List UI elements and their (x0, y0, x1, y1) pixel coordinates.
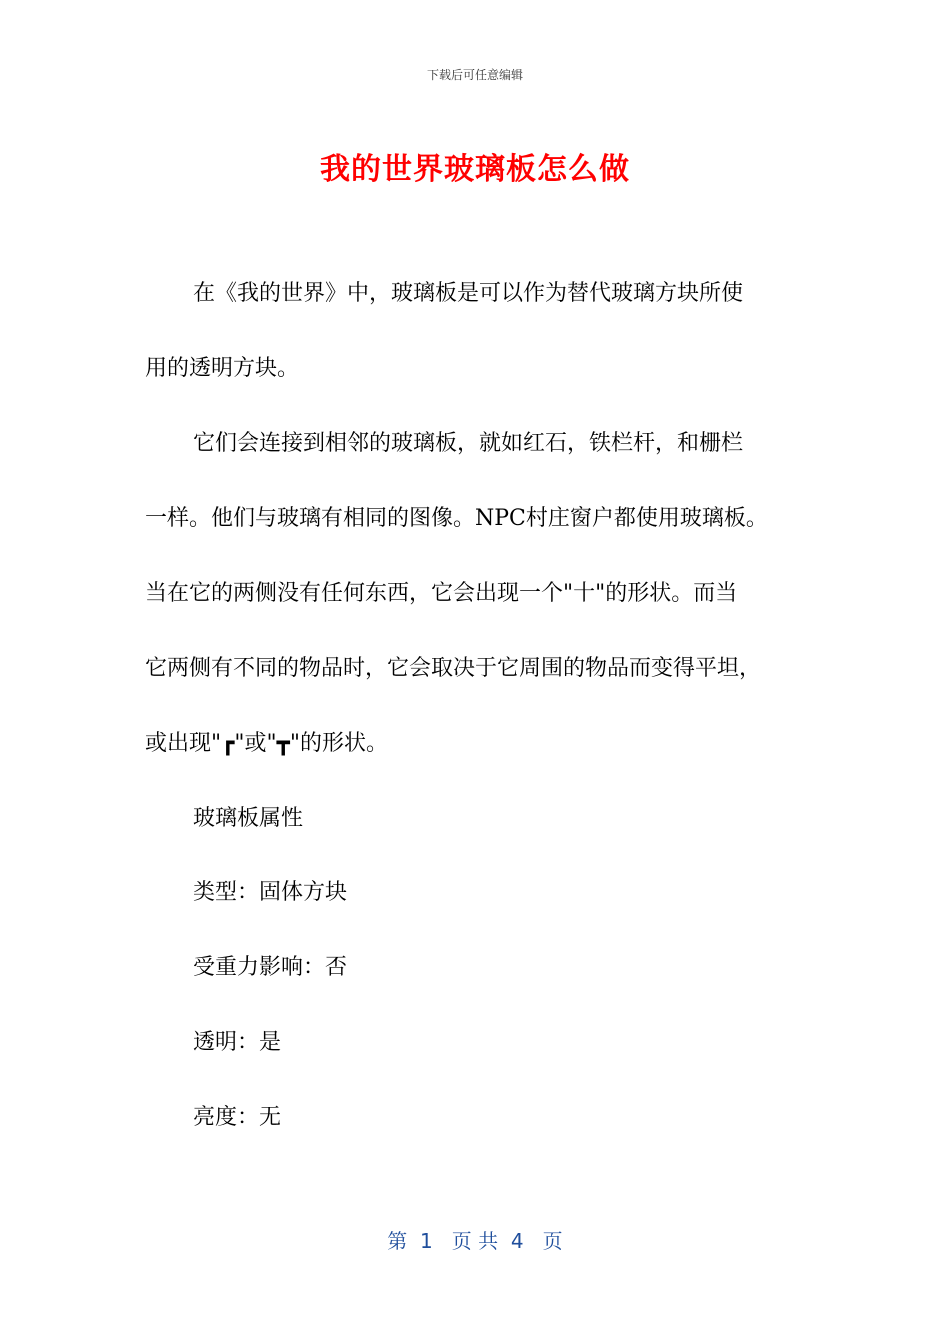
page-header-note: 下载后可任意编辑 (426, 68, 523, 82)
property-line: 亮度：无 (193, 1105, 282, 1130)
paragraph-line: 或出现"┏"或"┳"的形状。 (145, 731, 388, 756)
paragraph-line: 它两侧有不同的物品时，它会取决于它周围的物品而变得平坦， (145, 656, 762, 681)
paragraph-line: 它们会连接到相邻的玻璃板，就如红石，铁栏杆，和栅栏 (193, 431, 744, 456)
property-line: 受重力影响：否 (193, 955, 348, 980)
page-number-footer: 第 1 页 共 4 页 (387, 1229, 563, 1253)
paragraph-line: 当在它的两侧没有任何东西，它会出现一个"十"的形状。而当 (145, 581, 738, 606)
paragraph-line: 一样。他们与玻璃有相同的图像。NPC村庄窗户都使用玻璃板。 (145, 506, 768, 531)
property-line: 透明：是 (193, 1030, 282, 1055)
paragraph-line: 在《我的世界》中，玻璃板是可以作为替代玻璃方块所使 (193, 281, 744, 306)
section-heading: 玻璃板属性 (193, 806, 304, 831)
property-line: 类型：固体方块 (193, 880, 348, 905)
document-title: 我的世界玻璃板怎么做 (320, 152, 630, 187)
paragraph-line: 用的透明方块。 (145, 356, 300, 381)
